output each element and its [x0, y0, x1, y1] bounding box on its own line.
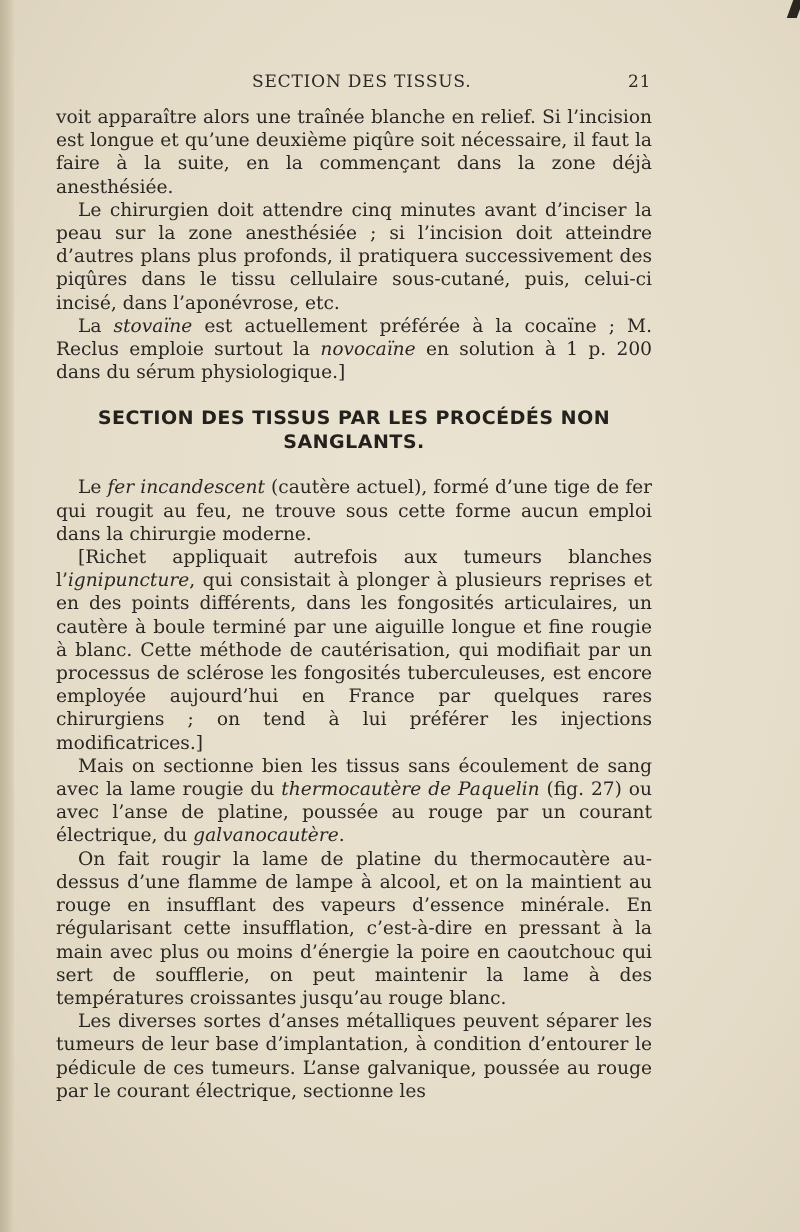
text-run: est actuellement préférée à la cocaïne ; M. Reclus emploie surtout la [56, 315, 653, 361]
italic-term: galvanocautère [193, 825, 339, 847]
page-number: 21 [628, 72, 652, 92]
text-run: La [78, 315, 114, 337]
text-run: , qui consistait à plonger à plusieurs reprises et en des points différents, dans les fongosités articulaires, un cautère à boule terminé par une aiguille longue et fine rougie à blanc. Cette méthode de cautérisation, qui modifiait par un processus de sclérose les fongosités tuberculeuses, est encore employée aujourd’hui en France par quelques rares chirurgiens ; on tend à lui préférer les injections modificatrices.] [56, 570, 652, 754]
italic-term: novocaïne [320, 339, 416, 361]
text-run: . [338, 825, 345, 847]
text-run: Le [78, 477, 108, 499]
text-section-anesthesia [56, 106, 652, 384]
text-run: en solution à 1 p. 200 dans du sérum physiologique.] [56, 339, 653, 384]
running-header [0, 72, 800, 102]
text-run: Le chirurgien doit attendre cinq minutes avant d’inciser la peau sur la zone anesthésiée ; si l’incision doit atteindre d’autres plans plus profonds, il pratiquera successivement des piqûres dans le tissu cellulaire sous-cutané, puis, celui-ci incisé, dans l’aponévrose, etc. [56, 199, 652, 314]
paragraph [56, 546, 652, 755]
scan-corner-mark [787, 0, 800, 18]
text-run: (fig. 27) ou avec l’anse de platine, poussée au rouge par un courant électrique, du [56, 779, 652, 847]
italic-term: ignipuncture [67, 570, 190, 592]
italic-term: thermocautère de Paquelin [281, 779, 540, 801]
italic-term: fer incandescent [107, 477, 265, 499]
text-section-non-bloody [56, 476, 652, 1102]
paragraph [56, 476, 652, 546]
text-run: [Richet appliquait autrefois aux tumeurs blanches l’ [56, 547, 652, 592]
paragraph [56, 106, 652, 199]
paragraph [56, 848, 652, 1010]
paragraph [56, 315, 652, 385]
section-heading: SECTION DES TISSUS PAR LES PROCÉDÉS NON SANGLANTS. [97, 407, 611, 454]
text-run: Les diverses sortes d’anses métalliques peuvent séparer les tumeurs de leur base d’implantation, à condition d’entourer le pédicule de ces tumeurs. L’anse galvanique, poussée au rouge par le courant électrique, sectionne les [56, 1011, 652, 1102]
italic-term: stovaïne [113, 315, 193, 337]
paragraph [56, 1010, 652, 1103]
text-run: Mais on sectionne bien les tissus sans écoulement de sang avec la lame rougie du [56, 755, 652, 801]
text-run: voit apparaître alors une traînée blanche en relief. Si l’incision est longue et qu’une deuxième piqûre soit nécessaire, il faut la faire à la suite, en la commençant dans la zone déjà anesthésiée. [56, 107, 652, 198]
paragraph [56, 755, 652, 848]
text-run: On fait rougir la lame de platine du thermocautère au-dessus d’une flamme de lampe à alcool, et on la maintient au rouge en insufflant des vapeurs d’essence minérale. En régularisant cette insufflation, c’est-à-dire en pressant à la main avec plus ou moins d’énergie la poire en caoutchouc qui sert de soufflerie, on peut maintenir la lame à des températures croissantes jusqu’au rouge blanc. [56, 848, 652, 1009]
paragraph [56, 199, 652, 315]
body-text [56, 106, 652, 1103]
scan-left-edge [0, 0, 14, 1232]
running-title: SECTION DES TISSUS. [252, 72, 472, 92]
text-run: (cautère actuel), formé d’une tige de fer qui rougit au feu, ne trouve sous cette forme aucun emploi dans la chirurgie moderne. [56, 477, 652, 545]
